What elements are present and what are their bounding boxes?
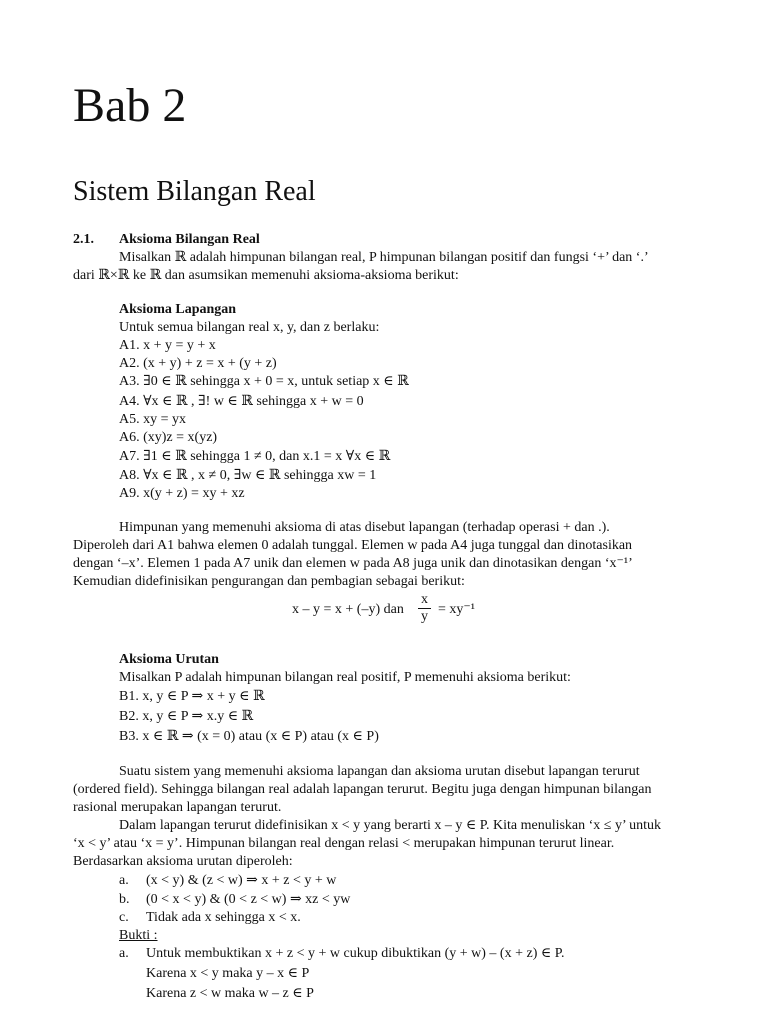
axiom-a4: A4. ∀x ∈ ℝ , ∃! w ∈ ℝ sehingga x + w = 0: [119, 394, 364, 409]
paragraph2-line-1: Suatu sistem yang memenuhi aksioma lapangan dan aksioma urutan disebut lapangan terurut: [119, 764, 640, 779]
proof-line-3: Karena z < w maka w – z ∈ P: [146, 986, 314, 1001]
property-label-c: c.: [119, 910, 129, 925]
paragraph2-line-3: rasional merupakan lapangan terurut.: [73, 800, 282, 815]
paragraph3-line-1: Dalam lapangan terurut didefinisikan x < y yang berarti x – y ∈ P. Kita menuliskan ‘x ≤ y’ untuk: [119, 818, 662, 833]
urutan-intro: Misalkan P adalah himpunan bilangan real positif, P memenuhi aksioma berikut:: [119, 670, 571, 685]
paragraph1-line-3: dengan ‘–x’. Elemen 1 pada A7 unik dan elemen w pada A8 juga unik dan dinotasikan dengan ‘x⁻¹’: [73, 556, 633, 571]
axiom-b3: B3. x ∈ ℝ ⇒ (x = 0) atau (x ∈ P) atau (x ∈ P): [119, 729, 379, 744]
equation-fraction: [418, 592, 431, 625]
paragraph3-line-3: Berdasarkan aksioma urutan diperoleh:: [73, 854, 293, 869]
property-b: (0 < x < y) & (0 < z < w) ⇒ xz < yw: [146, 892, 351, 907]
proof-label: a.: [119, 946, 129, 961]
axiom-a7: A7. ∃1 ∈ ℝ sehingga 1 ≠ 0, dan x.1 = x ∀x ∈ ℝ: [119, 449, 391, 464]
paragraph1-line-4: Kemudian didefinisikan pengurangan dan pembagian sebagai berikut:: [73, 574, 465, 589]
paragraph3-line-2: ‘x < y’ atau ‘x = y’. Himpunan bilangan real dengan relasi < merupakan himpunan terurut linear.: [73, 836, 615, 851]
paragraph1-line-1: Himpunan yang memenuhi aksioma di atas disebut lapangan (terhadap operasi + dan .).: [119, 520, 610, 535]
equation-right: = xy⁻¹: [438, 602, 475, 617]
fraction-numerator: x: [418, 592, 431, 609]
section-heading: Aksioma Bilangan Real: [119, 232, 260, 247]
axiom-a6: A6. (xy)z = x(yz): [119, 430, 218, 445]
urutan-heading: Aksioma Urutan: [119, 652, 219, 667]
axiom-b2: B2. x, y ∈ P ⇒ x.y ∈ ℝ: [119, 709, 254, 724]
proof-line-1: Untuk membuktikan x + z < y + w cukup dibuktikan (y + w) – (x + z) ∈ P.: [146, 946, 565, 961]
section-number: 2.1.: [73, 232, 94, 247]
axiom-a5: A5. xy = yx: [119, 412, 187, 427]
property-c: Tidak ada x sehingga x < x.: [146, 910, 301, 925]
property-a: (x < y) & (z < w) ⇒ x + z < y + w: [146, 873, 337, 888]
equation-left: x – y = x + (–y) dan: [292, 602, 404, 617]
lapangan-heading: Aksioma Lapangan: [119, 302, 237, 317]
chapter-heading: Bab 2: [73, 79, 187, 132]
intro-line-1: Misalkan ℝ adalah himpunan bilangan real, P himpunan bilangan positif dan fungsi ‘+’ dan ‘.’: [119, 250, 649, 265]
axiom-a9: A9. x(y + z) = xy + xz: [119, 486, 245, 501]
proof-line-2: Karena x < y maka y – x ∈ P: [146, 966, 310, 981]
paragraph2-line-2: (ordered field). Sehingga bilangan real adalah lapangan terurut. Begitu juga dengan himpunan bilangan: [73, 782, 652, 797]
property-label-a: a.: [119, 873, 129, 888]
paragraph1-line-2: Diperoleh dari A1 bahwa elemen 0 adalah tunggal. Elemen w pada A4 juga tunggal dan dinotasikan: [73, 538, 633, 553]
axiom-a3: A3. ∃0 ∈ ℝ sehingga x + 0 = x, untuk setiap x ∈ ℝ: [119, 374, 409, 389]
axiom-b1: B1. x, y ∈ P ⇒ x + y ∈ ℝ: [119, 689, 265, 704]
fraction-denominator: y: [421, 609, 428, 624]
property-label-b: b.: [119, 892, 130, 907]
proof-heading: Bukti :: [119, 928, 158, 943]
axiom-a8: A8. ∀x ∈ ℝ , x ≠ 0, ∃w ∈ ℝ sehingga xw = 1: [119, 468, 377, 483]
lapangan-intro: Untuk semua bilangan real x, y, dan z berlaku:: [119, 320, 380, 335]
intro-line-2: dari ℝ×ℝ ke ℝ dan asumsikan memenuhi aksioma-aksioma berikut:: [73, 268, 459, 283]
axiom-a2: A2. (x + y) + z = x + (y + z): [119, 356, 277, 371]
chapter-title: Sistem Bilangan Real: [73, 176, 316, 207]
axiom-a1: A1. x + y = y + x: [119, 338, 216, 353]
